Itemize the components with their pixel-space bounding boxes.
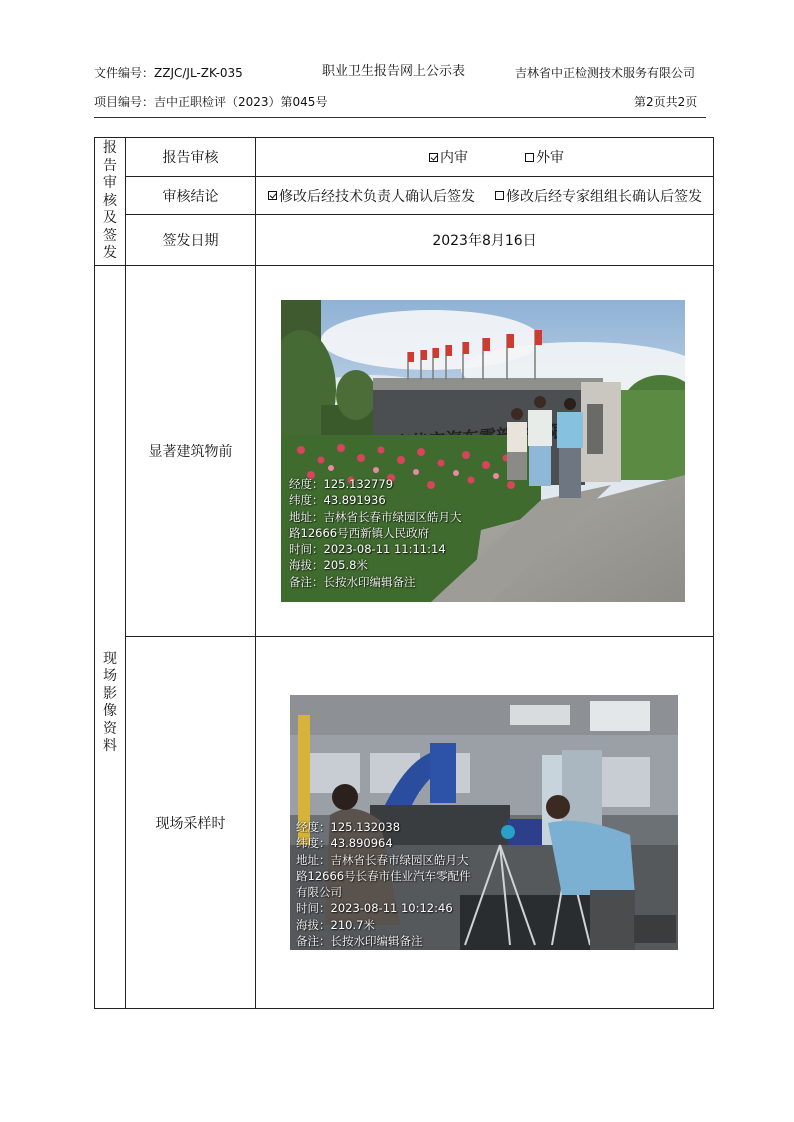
row-issue-date (95, 215, 714, 266)
photo1-cell (256, 266, 714, 637)
section-label-photos: 现 场 影 像 资 料 (95, 266, 126, 1009)
conclusion-option-tech: 修改后经技术负责人确认后签发 (279, 188, 475, 205)
row-photo-building (95, 266, 714, 637)
photo1-label: 显著建筑物前 (126, 266, 256, 637)
row-photo-sampling (95, 637, 714, 1009)
project-number: 项目编号：吉中正职检评（2023）第045号 (94, 95, 328, 109)
checkbox-unchecked-icon (495, 191, 504, 200)
section-label-review: 报 告 审 核 及 签 发 (95, 138, 126, 266)
conclusion-label: 审核结论 (126, 177, 256, 215)
header-rule (94, 117, 706, 118)
external-review-option: 外审 (536, 150, 564, 166)
photo2-watermark: 经度：125.132038 纬度：43.890964 地址：吉林省长春市绿园区皓月大 路12666号长春市佳业汽车零配件 有限公司 时间：2023-08-11 10:12:46 海拔：210.7米 备注：长按水印编辑备注 (296, 820, 471, 949)
report-review-label: 报告审核 (126, 138, 256, 177)
document-title: 职业卫生报告网上公示表 (322, 64, 466, 79)
photo1-watermark: 经度：125.132779 纬度：43.891936 地址：吉林省长春市绿园区皓月大 路12666号西新镇人民政府 时间：2023-08-11 11:11:14 海拔：205.8米 备注：长按水印编辑备注 (289, 477, 462, 589)
photo2-label: 现场采样时 (126, 637, 256, 1009)
conclusion-value (256, 177, 714, 215)
issue-date-value: 2023年8月16日 (256, 215, 714, 266)
file-number: 文件编号：ZZJC/JL-ZK-035 (94, 66, 243, 80)
building-photo (281, 300, 685, 602)
row-report-review (95, 138, 714, 177)
issue-date-label: 签发日期 (126, 215, 256, 266)
checkbox-checked-icon (268, 191, 277, 200)
internal-review-option: 内审 (440, 150, 468, 166)
report-review-value (256, 138, 714, 177)
checkbox-unchecked-icon (525, 153, 534, 162)
conclusion-option-expert: 修改后经专家组组长确认后签发 (506, 188, 702, 205)
company-name: 吉林省中正检测技术服务有限公司 (515, 66, 696, 80)
page-indicator: 第2页共2页 (634, 95, 698, 109)
disclosure-table (94, 137, 714, 1009)
row-conclusion (95, 177, 714, 215)
sampling-photo (290, 695, 678, 950)
checkbox-checked-icon (429, 153, 438, 162)
photo2-cell (256, 637, 714, 1009)
